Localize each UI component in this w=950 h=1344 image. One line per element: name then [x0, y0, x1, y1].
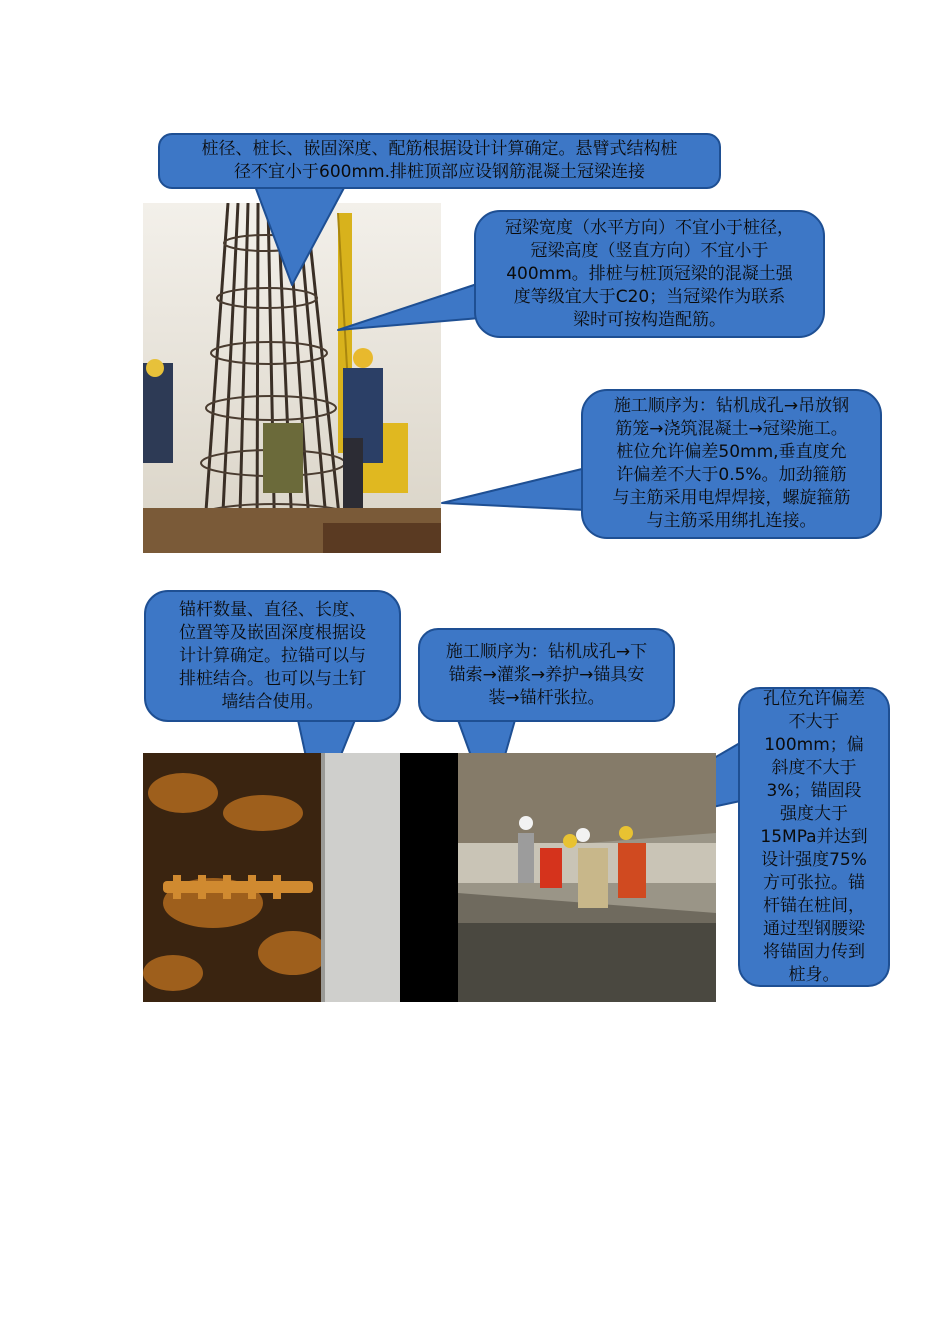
callout-crown-beam: [474, 210, 825, 338]
callout-pile-design-text: 桩径、桩长、嵌固深度、配筋根据设计计算确定。悬臂式结构桩 径不宜小于600mm.排桩顶部应设钢筋混凝土冠梁连接: [201, 139, 678, 182]
callout-anchor-sequence: [418, 628, 675, 722]
callout-anchor-design-text: 锚杆数量、直径、长度、 位置等及嵌固深度根据设 计计算确定。拉锚可以与 排桩结合。也可以与土钉 墙结合使用。: [179, 599, 366, 712]
callout-anchor-sequence-text: 施工顺序为：钻机成孔→下 锚索→灌浆→养护→锚具安 装→锚杆张拉。: [445, 641, 648, 708]
callout-anchor-tolerance-text: 孔位允许偏差 不大于 100mm；偏 斜度不大于 3%；锚固段 强度大于 15MPa并达到 设计强度75% 方可张拉。锚 杆锚在桩间， 通过型钢腰梁 将锚固力传到 桩身。: [760, 688, 868, 985]
anchor-rod-photo: [143, 753, 400, 1002]
callout-anchor-tolerance: [738, 687, 890, 987]
callout-construction-sequence: [581, 389, 882, 539]
callout-construction-sequence-text: 施工顺序为：钻机成孔→吊放钢 筋笼→浇筑混凝土→冠梁施工。 桩位允许偏差50mm,垂直度允 许偏差不大于0.5%。加劲箍筋 与主筋采用电焊焊接，螺旋箍筋 与主筋采用绑扎连接。: [612, 396, 851, 531]
photo-divider: [400, 753, 458, 1002]
workers-slope-photo: [458, 753, 716, 1002]
callout-anchor-design: [144, 590, 401, 722]
callout-pile-design: [158, 133, 721, 189]
callout-crown-beam-text: 冠梁宽度（水平方向）不宜小于桩径， 冠梁高度（竖直方向）不宜小于 400mm。排桩与桩顶冠梁的混凝土强 度等级宜大于C20；当冠梁作为联系 梁时可按构造配筋。: [505, 217, 794, 330]
